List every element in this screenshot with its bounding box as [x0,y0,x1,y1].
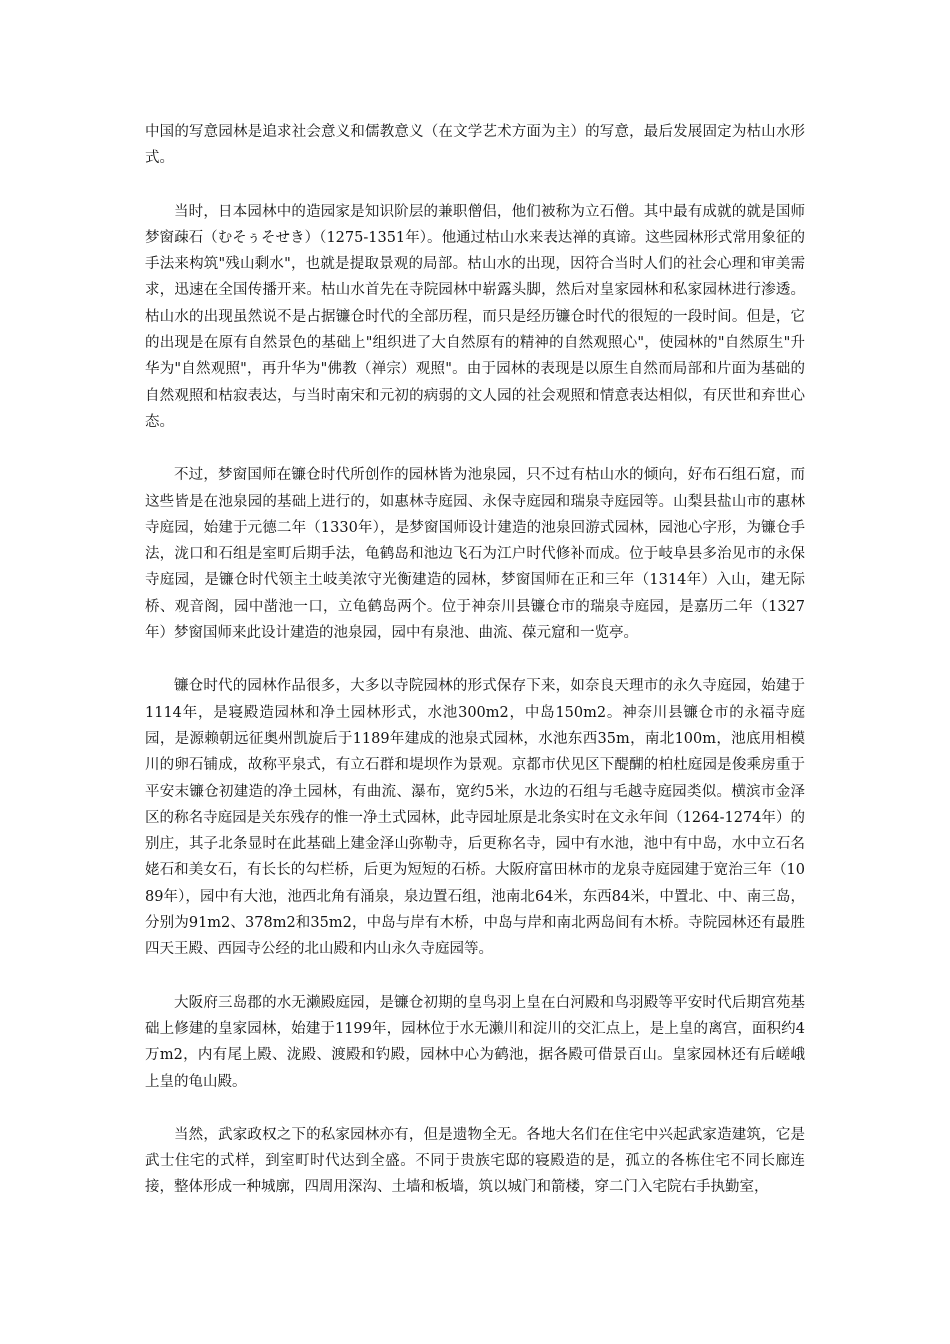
paragraph-4: 镰仓时代的园林作品很多，大多以寺院园林的形式保存下来，如奈良天理市的永久寺庭园，始建于1114年，是寝殿造园林和净土园林形式，水池300m2，中岛150m2。神奈川县镰仓市的永福寺庭园，是源赖朝远征奥州凯旋后于1189年建成的池泉式园林，水池东西35m，南北100m，池底用相模川的卵石铺成，故称平泉式，有立石群和堤坝作为景观。京都市伏见区下醍醐的柏杜庭园是俊乘房重于平安末镰仓初建造的净土园林，有曲流、瀑布，宽约5米，水边的石组与毛越寺庭园类似。横滨市金泽区的称名寺庭园是关东残存的惟一净土式园林，此寺园址原是北条实时在文永年间（1264-1274年）的别庄，其子北条显时在此基础上建金泽山弥勒寺，后更称名寺，园中有水池，池中有中岛，水中立石名姥石和美女石，有长长的勾栏桥，后更为短短的石桥。大阪府富田林市的龙泉寺庭园建于宽治三年（1089年），园中有大池，池西北角有涌泉，泉边置石组，池南北64米，东西84米，中置北、中、南三岛，分别为91m2、378m2和35m2，中岛与岸有木桥，中岛与岸和南北两岛间有木桥。寺院园林还有最胜四天王殿、西园寺公经的北山殿和内山永久寺庭园等。 [145,678,805,958]
document-body [145,119,805,1228]
paragraph-3: 不过，梦窗国师在镰仓时代所创作的园林皆为池泉园，只不过有枯山水的倾向，好布石组石窟，而这些皆是在池泉园的基础上进行的，如惠林寺庭园、永保寺庭园和瑞泉寺庭园等。山梨县盐山市的惠林寺庭园，始建于元德二年（1330年），是梦窗国师设计建造的池泉回游式园林，园池心字形，为镰仓手法，泷口和石组是室町后期手法，龟鹤岛和池边飞石为江户时代修补而成。位于岐阜县多治见市的永保寺庭园，是镰仓时代领主土岐美浓守光衡建造的园林，梦窗国师在正和三年（1314年）入山，建无际桥、观音阁，园中凿池一口，立龟鹤岛两个。位于神奈川县镰仓市的瑞泉寺庭园，是嘉历二年（1327年）梦窗国师来此设计建造的池泉园，园中有泉池、曲流、葆元窟和一览亭。 [145,467,805,642]
paragraph-5: 大阪府三岛郡的水无濑殿庭园，是镰仓初期的皇鸟羽上皇在白河殿和鸟羽殿等平安时代后期宫苑基础上修建的皇家园林，始建于1199年，园林位于水无濑川和淀川的交汇点上，是上皇的离宫，面积约4万m2，内有尾上殿、泷殿、渡殿和钓殿，园林中心为鹤池，据各殿可借景百山。皇家园林还有后嵯峨上皇的龟山殿。 [145,994,805,1090]
paragraph-6: 当然，武家政权之下的私家园林亦有，但是遗物全无。各地大名们在住宅中兴起武家造建筑，它是武士住宅的式样，到室町时代达到全盛。不同于贵族宅邸的寝殿造的是，孤立的各栋住宅不同长廊连接，整体形成一种城廓，四周用深沟、土墙和板墙，筑以城门和箭楼，穿二门入宅院右手执勤室， [145,1126,805,1196]
paragraph-1: 中国的写意园林是追求社会意义和儒教意义（在文学艺术方面为主）的写意，最后发展固定为枯山水形式。 [145,124,805,167]
paragraph-2: 当时，日本园林中的造园家是知识阶层的兼职僧侣，他们被称为立石僧。其中最有成就的就是国师梦窗疎石（むそぅそせき）（1275-1351年）。他通过枯山水来表达禅的真谛。这些园林形式常用象征的手法来构筑"残山剩水"，也就是提取景观的局部。枯山水的出现，因符合当时人们的社会心理和审美需求，迅速在全国传播开来。枯山水首先在寺院园林中崭露头脚，然后对皇家园林和私家园林进行渗透。枯山水的出现虽然说不是占据镰仓时代的全部历程，而只是经历镰仓时代的很短的一段时间。但是，它的出现是在原有自然景色的基础上"组织进了大自然原有的精神的自然观照心"，使园林的"自然原生"升华为"自然观照"，再升华为"佛教（禅宗）观照"。由于园林的表现是以原生自然而局部和片面为基础的自然观照和枯寂表达，与当时南宋和元初的病弱的文人园的社会观照和情意表达相似，有厌世和弃世心态。 [145,203,805,430]
